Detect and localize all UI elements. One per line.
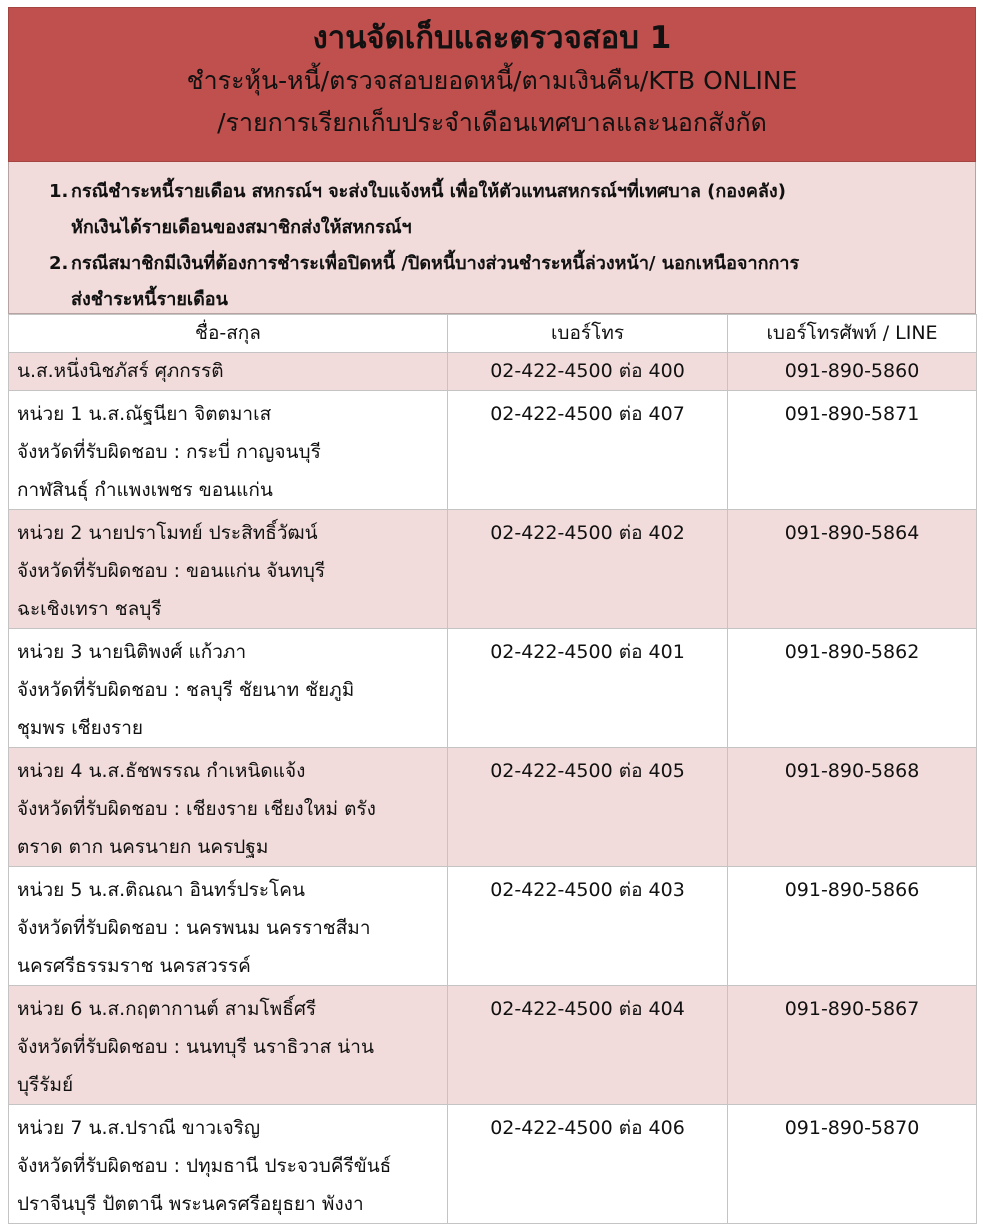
note-number: 2. — [49, 253, 69, 274]
unit-officer: หน่วย 3 นายนิติพงศ์ แก้วภา — [17, 641, 247, 663]
contact-table — [8, 314, 977, 1224]
contact-name — [9, 986, 448, 1105]
contact-name — [9, 391, 448, 510]
note-text — [71, 174, 955, 246]
office-phone: 02-422-4500 ต่อ 406 — [448, 1105, 728, 1224]
contact-name — [9, 629, 448, 748]
mobile-phone: 091-890-5866 — [728, 867, 977, 986]
mobile-phone: 091-890-5860 — [728, 353, 977, 391]
contact-name: น.ส.หนึ่งนิชภัสร์ ศุภกรรติ — [9, 353, 448, 391]
header-name: ชื่อ-สกุล — [9, 315, 448, 353]
note-text-line: หักเงินได้รายเดือนของสมาชิกส่งให้สหกรณ์ฯ — [71, 217, 412, 238]
note-text-line: กรณีชำระหนี้รายเดือน สหกรณ์ฯ จะส่งใบแจ้งหนี้ เพื่อให้ตัวแทนสหกรณ์ฯที่เทศบาล (กองคลัง) — [71, 181, 786, 202]
unit-officer: หน่วย 4 น.ส.ธัชพรรณ กำเหนิดแจ้ง — [17, 760, 306, 782]
note-item — [49, 246, 955, 318]
unit-provinces-cont: ตราด ตาก นครนายก นครปฐม — [17, 836, 269, 858]
office-phone: 02-422-4500 ต่อ 405 — [448, 748, 728, 867]
note-number: 1. — [49, 181, 69, 202]
unit-provinces-cont: นครศรีธรรมราช นครสวรรค์ — [17, 955, 251, 977]
unit-provinces: จังหวัดที่รับผิดชอบ : กระบี่ กาญจนบุรี — [17, 441, 321, 463]
note-text — [71, 246, 955, 318]
unit-provinces-cont: ฉะเชิงเทรา ชลบุรี — [17, 598, 162, 620]
unit-officer: หน่วย 2 นายปราโมทย์ ประสิทธิ์วัฒน์ — [17, 522, 318, 544]
table-row — [9, 986, 977, 1105]
contact-name — [9, 1105, 448, 1224]
mobile-phone: 091-890-5871 — [728, 391, 977, 510]
mobile-phone: 091-890-5870 — [728, 1105, 977, 1224]
header-mobile-line: เบอร์โทรศัพท์ / LINE — [728, 315, 977, 353]
unit-provinces: จังหวัดที่รับผิดชอบ : เชียงราย เชียงใหม่ ตรัง — [17, 798, 376, 820]
page-title: งานจัดเก็บและตรวจสอบ 1 — [312, 20, 672, 56]
mobile-phone: 091-890-5862 — [728, 629, 977, 748]
unit-provinces-cont: ชุมพร เชียงราย — [17, 717, 143, 739]
table-row — [9, 510, 977, 629]
office-phone: 02-422-4500 ต่อ 407 — [448, 391, 728, 510]
contact-name — [9, 510, 448, 629]
contact-sheet — [8, 7, 976, 1224]
unit-provinces: จังหวัดที่รับผิดชอบ : นนทบุรี นราธิวาส น่าน — [17, 1036, 374, 1058]
mobile-phone: 091-890-5868 — [728, 748, 977, 867]
office-phone: 02-422-4500 ต่อ 402 — [448, 510, 728, 629]
unit-provinces: จังหวัดที่รับผิดชอบ : ขอนแก่น จันทบุรี — [17, 560, 326, 582]
mobile-phone: 091-890-5864 — [728, 510, 977, 629]
unit-officer: หน่วย 1 น.ส.ณัฐนียา จิตตมาเส — [17, 403, 272, 425]
unit-provinces: จังหวัดที่รับผิดชอบ : นครพนม นครราชสีมา — [17, 917, 371, 939]
unit-officer: หน่วย 5 น.ส.ติณณา อินทร์ประโคน — [17, 879, 305, 901]
unit-provinces: จังหวัดที่รับผิดชอบ : ชลบุรี ชัยนาท ชัยภูมิ — [17, 679, 355, 701]
unit-provinces-cont: ปราจีนบุรี ปัตตานี พระนครศรีอยุธยา พังงา — [17, 1193, 364, 1215]
table-row — [9, 629, 977, 748]
unit-provinces: จังหวัดที่รับผิดชอบ : ปทุมธานี ประจวบคีรีขันธ์ — [17, 1155, 392, 1177]
note-item — [49, 174, 955, 246]
table-row — [9, 353, 977, 391]
unit-officer: หน่วย 7 น.ส.ปราณี ขาวเจริญ — [17, 1117, 261, 1139]
table-row — [9, 748, 977, 867]
subtitle-line-1: ชำระหุ้น-หนี้/ตรวจสอบยอดหนี้/ตามเงินคืน/KTB ONLINE — [186, 66, 798, 95]
office-phone: 02-422-4500 ต่อ 403 — [448, 867, 728, 986]
unit-provinces-cont: กาฬสินธุ์ กำแพงเพชร ขอนแก่น — [17, 479, 273, 501]
note-text-line: กรณีสมาชิกมีเงินที่ต้องการชำระเพื่อปิดหนี้ /ปิดหนี้บางส่วนชำระหนี้ล่วงหน้า/ นอกเหนือจากการ — [71, 253, 800, 274]
note-text-line: ส่งชำระหนี้รายเดือน — [71, 289, 228, 310]
notes-panel — [8, 162, 976, 314]
subtitle-line-2: /รายการเรียกเก็บประจำเดือนเทศบาลและนอกสังกัด — [217, 108, 767, 137]
mobile-phone: 091-890-5867 — [728, 986, 977, 1105]
unit-officer: หน่วย 6 น.ส.กฤตากานต์ สามโพธิ์ศรี — [17, 998, 317, 1020]
unit-provinces-cont: บุรีรัมย์ — [17, 1074, 74, 1096]
table-row — [9, 391, 977, 510]
contact-name — [9, 748, 448, 867]
table-row — [9, 867, 977, 986]
office-phone: 02-422-4500 ต่อ 401 — [448, 629, 728, 748]
office-phone: 02-422-4500 ต่อ 404 — [448, 986, 728, 1105]
table-row — [9, 1105, 977, 1224]
table-header-row — [9, 315, 977, 353]
header-phone: เบอร์โทร — [448, 315, 728, 353]
office-phone: 02-422-4500 ต่อ 400 — [448, 353, 728, 391]
contact-name — [9, 867, 448, 986]
title-banner — [8, 7, 976, 162]
